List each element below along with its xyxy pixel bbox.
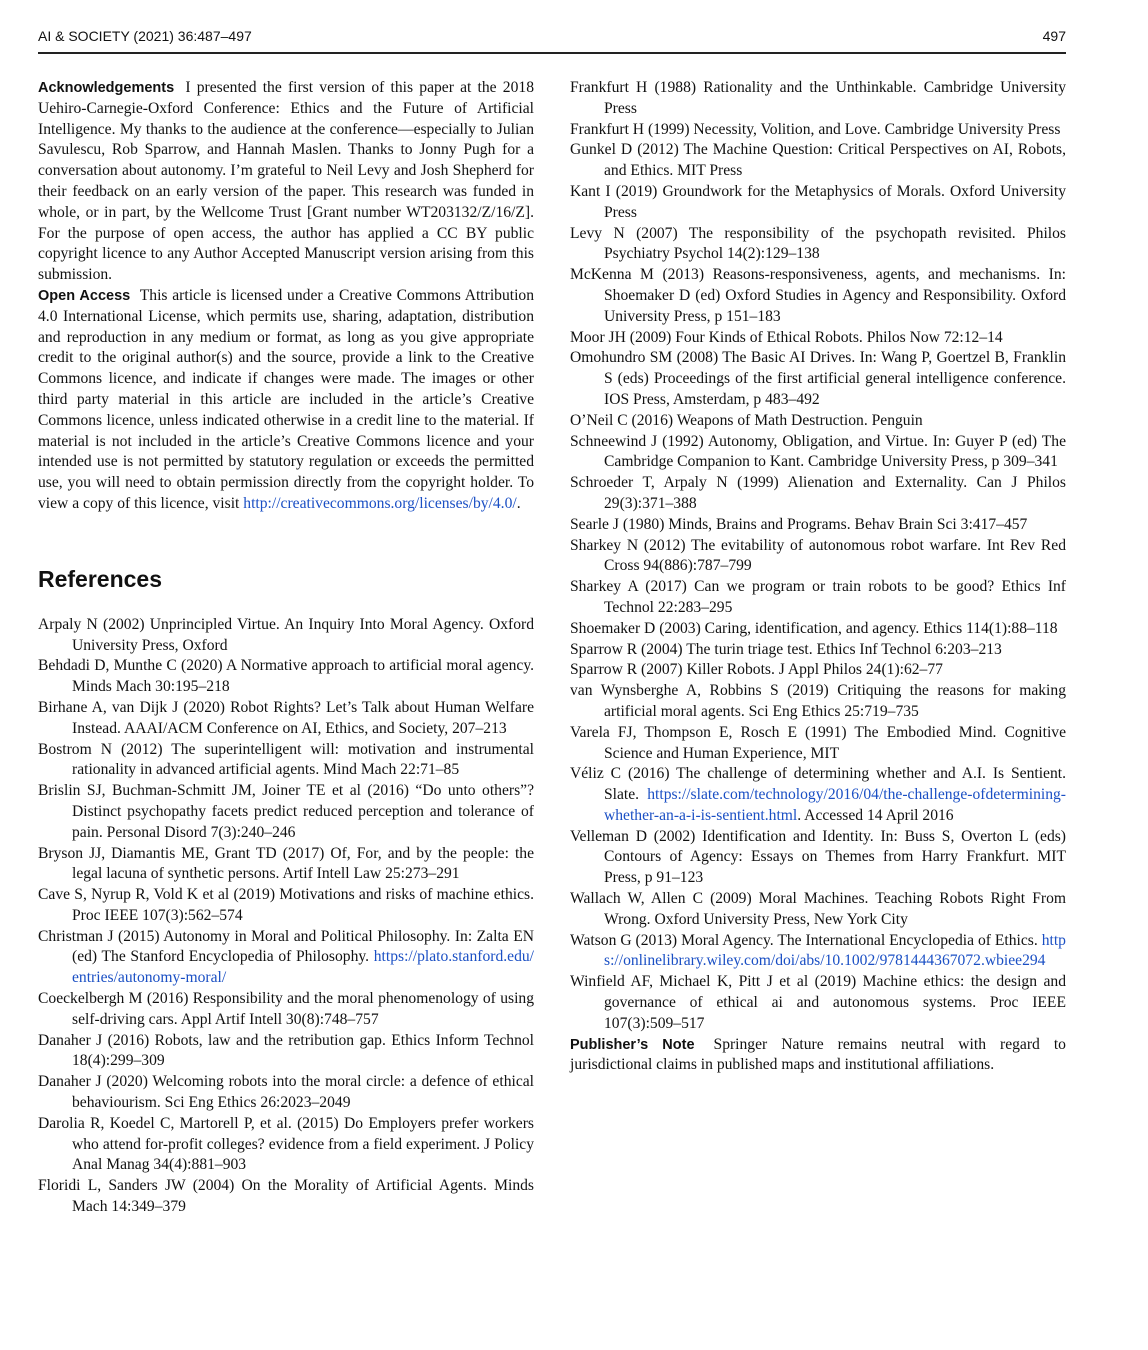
- reference-text: Wallach W, Allen C (2009) Moral Machines. Teaching Robots Right From Wrong. Oxford University Press, New York City: [570, 890, 1066, 928]
- reference-text: Sparrow R (2004) The turin triage test. Ethics Inf Technol 6:203–213: [570, 640, 1002, 658]
- publishers-note-text: Springer Nature remains neutral with regard to jurisdictional claims in published maps and institutional affiliations.: [570, 1035, 1066, 1074]
- reference-item: [38, 698, 534, 740]
- reference-text: Watson G (2013) Moral Agency. The International Encyclopedia of Ethics.: [570, 931, 1038, 949]
- references-heading: References: [38, 565, 163, 592]
- reference-text: Sparrow R (2007) Killer Robots. J Appl Philos 24(1):62–77: [570, 661, 943, 679]
- reference-item: [570, 348, 1066, 410]
- reference-text: Christman J (2015) Autonomy in Moral and Political Philosophy. In: Zalta EN (ed) The Stanford Encyclopedia of Philosophy.: [38, 927, 534, 966]
- reference-item: [570, 224, 1066, 266]
- acknowledgements-text: I presented the first version of this paper at the 2018 Uehiro-Carnegie-Oxford Conference: Ethics and the Future of Artificial Intelligence. My thanks to the audience at the conference—especially to Julian Savulescu, Rob Sparrow, and Hannah Maslen. Thanks to Jonny Pugh for a conversation about autonomy. I’m grateful to Neil Levy and Josh Shepherd for their feedback on an early version of the paper. This research was funded in whole, or in part, by the Wellcome Trust [Grant number WT203132/Z/16/Z]. For the purpose of open access, the author has applied a CC BY public copyright licence to any Author Accepted Manuscript version arising from this submission.: [38, 79, 534, 284]
- acknowledgements-section: [38, 78, 534, 286]
- reference-text: Coeckelbergh M (2016) Responsibility and the moral phenomenology of using self-driving cars. Appl Artif Intell 30(8):748–757: [38, 990, 534, 1028]
- reference-item: [38, 781, 534, 843]
- reference-item: [570, 120, 1066, 141]
- reference-text: Sharkey N (2012) The evitability of autonomous robot warfare. Int Rev Red Cross 94(886):787–799: [570, 536, 1066, 575]
- acknowledgements-heading: Acknowledgements: [38, 80, 175, 96]
- running-header: [38, 26, 1066, 54]
- reference-text: van Wynsberghe A, Robbins S (2019) Critiquing the reasons for making artificial moral agents. Sci Eng Ethics 25:719–735: [570, 682, 1066, 720]
- reference-item: [570, 640, 1066, 661]
- publishers-note-heading: Publisher’s Note: [570, 1036, 695, 1053]
- reference-text: Moor JH (2009) Four Kinds of Ethical Robots. Philos Now 72:12–14: [570, 328, 1003, 346]
- reference-item: [570, 328, 1066, 349]
- reference-text: Véliz C (2016) The challenge of determining whether and A.I. Is Sentient. Slate.: [570, 765, 1066, 804]
- reference-text: Velleman D (2002) Identification and Identity. In: Buss S, Overton L (eds) Contours of Agency: Essays on Themes from Harry Frankfurt. MIT Press, p 91–123: [570, 827, 1066, 887]
- reference-item: [570, 681, 1066, 723]
- reference-text: Bryson JJ, Diamantis ME, Grant TD (2017) Of, For, and by the people: the legal lacuna of synthetic persons. Artif Intell Law 25:273–291: [38, 844, 534, 883]
- reference-text: Shoemaker D (2003) Caring, identification, and agency. Ethics 114(1):88–118: [570, 619, 1058, 637]
- reference-link[interactable]: https://slate.com/technology/2016/04/the-challenge-ofdetermining-whether-an-a-i-is-sentient.html: [604, 786, 1066, 824]
- reference-item: [38, 844, 534, 886]
- reference-text: Frankfurt H (1999) Necessity, Volition, and Love. Cambridge University Press: [570, 120, 1061, 138]
- reference-item: [570, 473, 1066, 515]
- reference-text: Bostrom N (2012) The superintelligent will: motivation and instrumental rationality in advanced artificial agents. Mind Mach 22:71–85: [38, 740, 534, 779]
- reference-text: Brislin SJ, Buchman-Schmitt JM, Joiner TE et al (2016) “Do unto others”? Distinct psychopathy facets predict reduced perception and tolerance of pain. Personal Disord 7(3):240–246: [38, 782, 534, 841]
- reference-item: [38, 740, 534, 782]
- reference-text: Arpaly N (2002) Unprincipled Virtue. An Inquiry Into Moral Agency. Oxford University Press, Oxford: [38, 615, 534, 654]
- reference-text: Omohundro SM (2008) The Basic AI Drives. In: Wang P, Goertzel B, Franklin S (eds) Proceedings of the first artificial general intelligence conference. IOS Press, Amsterdam, p 483–492: [570, 349, 1066, 408]
- journal-citation: AI & SOCIETY (2021) 36:487–497: [38, 28, 252, 44]
- reference-item: [570, 411, 1066, 432]
- open-access-heading: Open Access: [38, 287, 131, 304]
- open-access-period: .: [516, 494, 521, 512]
- reference-item: [570, 660, 1066, 681]
- reference-item: [570, 972, 1066, 1034]
- reference-item: [570, 931, 1066, 973]
- reference-item: [38, 989, 534, 1031]
- reference-item: [38, 1031, 534, 1073]
- reference-item: [570, 577, 1066, 619]
- reference-text: Behdadi D, Munthe C (2020) A Normative approach to artificial moral agency. Minds Mach 30:195–218: [38, 657, 534, 696]
- right-column: [570, 78, 1066, 1076]
- reference-item: [570, 827, 1066, 889]
- reference-item: [570, 536, 1066, 578]
- reference-text: Varela FJ, Thompson E, Rosch E (1991) The Embodied Mind. Cognitive Science and Human Experience, MIT: [570, 723, 1066, 762]
- reference-item: [570, 619, 1066, 640]
- reference-item: [570, 78, 1066, 120]
- reference-suffix: . Accessed 14 April 2016: [797, 806, 954, 824]
- reference-item: [38, 656, 534, 698]
- reference-item: [38, 615, 534, 657]
- open-access-text: This article is licensed under a Creative Commons Attribution 4.0 International License, which permits use, sharing, adaptation, distribution and reproduction in any medium or format, as long as you give appropriate credit to the original author(s) and the source, provide a link to the Creative Commons licence, and indicate if changes were made. The images or other third party material in this article are included in the article’s Creative Commons licence, unless indicated otherwise in a credit line to the material. If material is not included in the article’s Creative Commons licence and your intended use is not permitted by statutory regulation or exceeds the permitted use, you will need to obtain permission directly from the copyright holder. To view a copy of this licence, visit: [38, 286, 535, 512]
- left-column: [38, 78, 534, 1218]
- license-link[interactable]: http://creativecommons.org/licenses/by/4.0/: [243, 494, 517, 512]
- reference-item: [570, 265, 1066, 327]
- reference-text: Searle J (1980) Minds, Brains and Programs. Behav Brain Sci 3:417–457: [570, 515, 1028, 533]
- reference-item: [38, 1114, 534, 1176]
- reference-text: Schroeder T, Arpaly N (1999) Alienation and Externality. Can J Philos 29(3):371–388: [570, 474, 1066, 512]
- reference-text: Darolia R, Koedel C, Martorell P, et al. (2015) Do Employers prefer workers who attend for-profit colleges? evidence from a field experiment. J Policy Anal Manag 34(4):881–903: [38, 1114, 534, 1174]
- reference-item: [570, 182, 1066, 224]
- reference-text: Kant I (2019) Groundwork for the Metaphysics of Morals. Oxford University Press: [570, 182, 1066, 221]
- reference-item: [570, 889, 1066, 931]
- page-number: 497: [1042, 28, 1066, 44]
- reference-text: Levy N (2007) The responsibility of the psychopath revisited. Philos Psychiatry Psychol 14(2):129–138: [570, 224, 1066, 263]
- references-list-right: [570, 78, 1066, 1035]
- references-list-left: [38, 615, 534, 1218]
- reference-link[interactable]: https://plato.stanford.edu/entries/autonomy-moral/: [72, 948, 534, 987]
- reference-text: Frankfurt H (1988) Rationality and the Unthinkable. Cambridge University Press: [570, 79, 1066, 117]
- reference-item: [570, 432, 1066, 474]
- reference-item: [570, 140, 1066, 182]
- reference-text: Danaher J (2016) Robots, law and the retribution gap. Ethics Inform Technol 18(4):299–309: [38, 1031, 534, 1070]
- reference-item: [570, 723, 1066, 765]
- reference-item: [38, 885, 534, 927]
- reference-text: Winfield AF, Michael K, Pitt J et al (2019) Machine ethics: the design and governance of ethical ai and autonomous systems. Proc IEEE 107(3):509–517: [570, 973, 1066, 1032]
- reference-item: [38, 1072, 534, 1114]
- reference-link[interactable]: https://onlinelibrary.wiley.com/doi/abs/10.1002/9781444367072.wbiee294: [604, 931, 1066, 970]
- reference-text: McKenna M (2013) Reasons-responsiveness, agents, and mechanisms. In: Shoemaker D (ed) Oxford Studies in Agency and Responsibility. Oxford University Press, p 151–183: [570, 266, 1066, 325]
- reference-item: [38, 927, 534, 989]
- reference-text: Sharkey A (2017) Can we program or train robots to be good? Ethics Inf Technol 22:283–295: [570, 578, 1066, 616]
- open-access-section: [38, 286, 534, 515]
- reference-item: [38, 1176, 534, 1218]
- reference-item: [570, 515, 1066, 536]
- reference-text: Schneewind J (1992) Autonomy, Obligation, and Virtue. In: Guyer P (ed) The Cambridge Companion to Kant. Cambridge University Press, p 309–341: [570, 432, 1066, 471]
- publishers-note-section: [570, 1035, 1066, 1077]
- reference-text: Gunkel D (2012) The Machine Question: Critical Perspectives on AI, Robots, and Ethics. MIT Press: [570, 141, 1066, 180]
- reference-text: Floridi L, Sanders JW (2004) On the Morality of Artificial Agents. Minds Mach 14:349–379: [38, 1177, 534, 1216]
- reference-text: Cave S, Nyrup R, Vold K et al (2019) Motivations and risks of machine ethics. Proc IEEE 107(3):562–574: [38, 886, 534, 924]
- reference-text: Danaher J (2020) Welcoming robots into the moral circle: a defence of ethical behaviourism. Sci Eng Ethics 26:2023–2049: [38, 1073, 534, 1112]
- reference-text: O’Neil C (2016) Weapons of Math Destruction. Penguin: [570, 411, 923, 429]
- reference-text: Birhane A, van Dijk J (2020) Robot Rights? Let’s Talk about Human Welfare Instead. AAAI/ACM Conference on AI, Ethics, and Society, 207–213: [38, 698, 534, 737]
- reference-item: [570, 764, 1066, 826]
